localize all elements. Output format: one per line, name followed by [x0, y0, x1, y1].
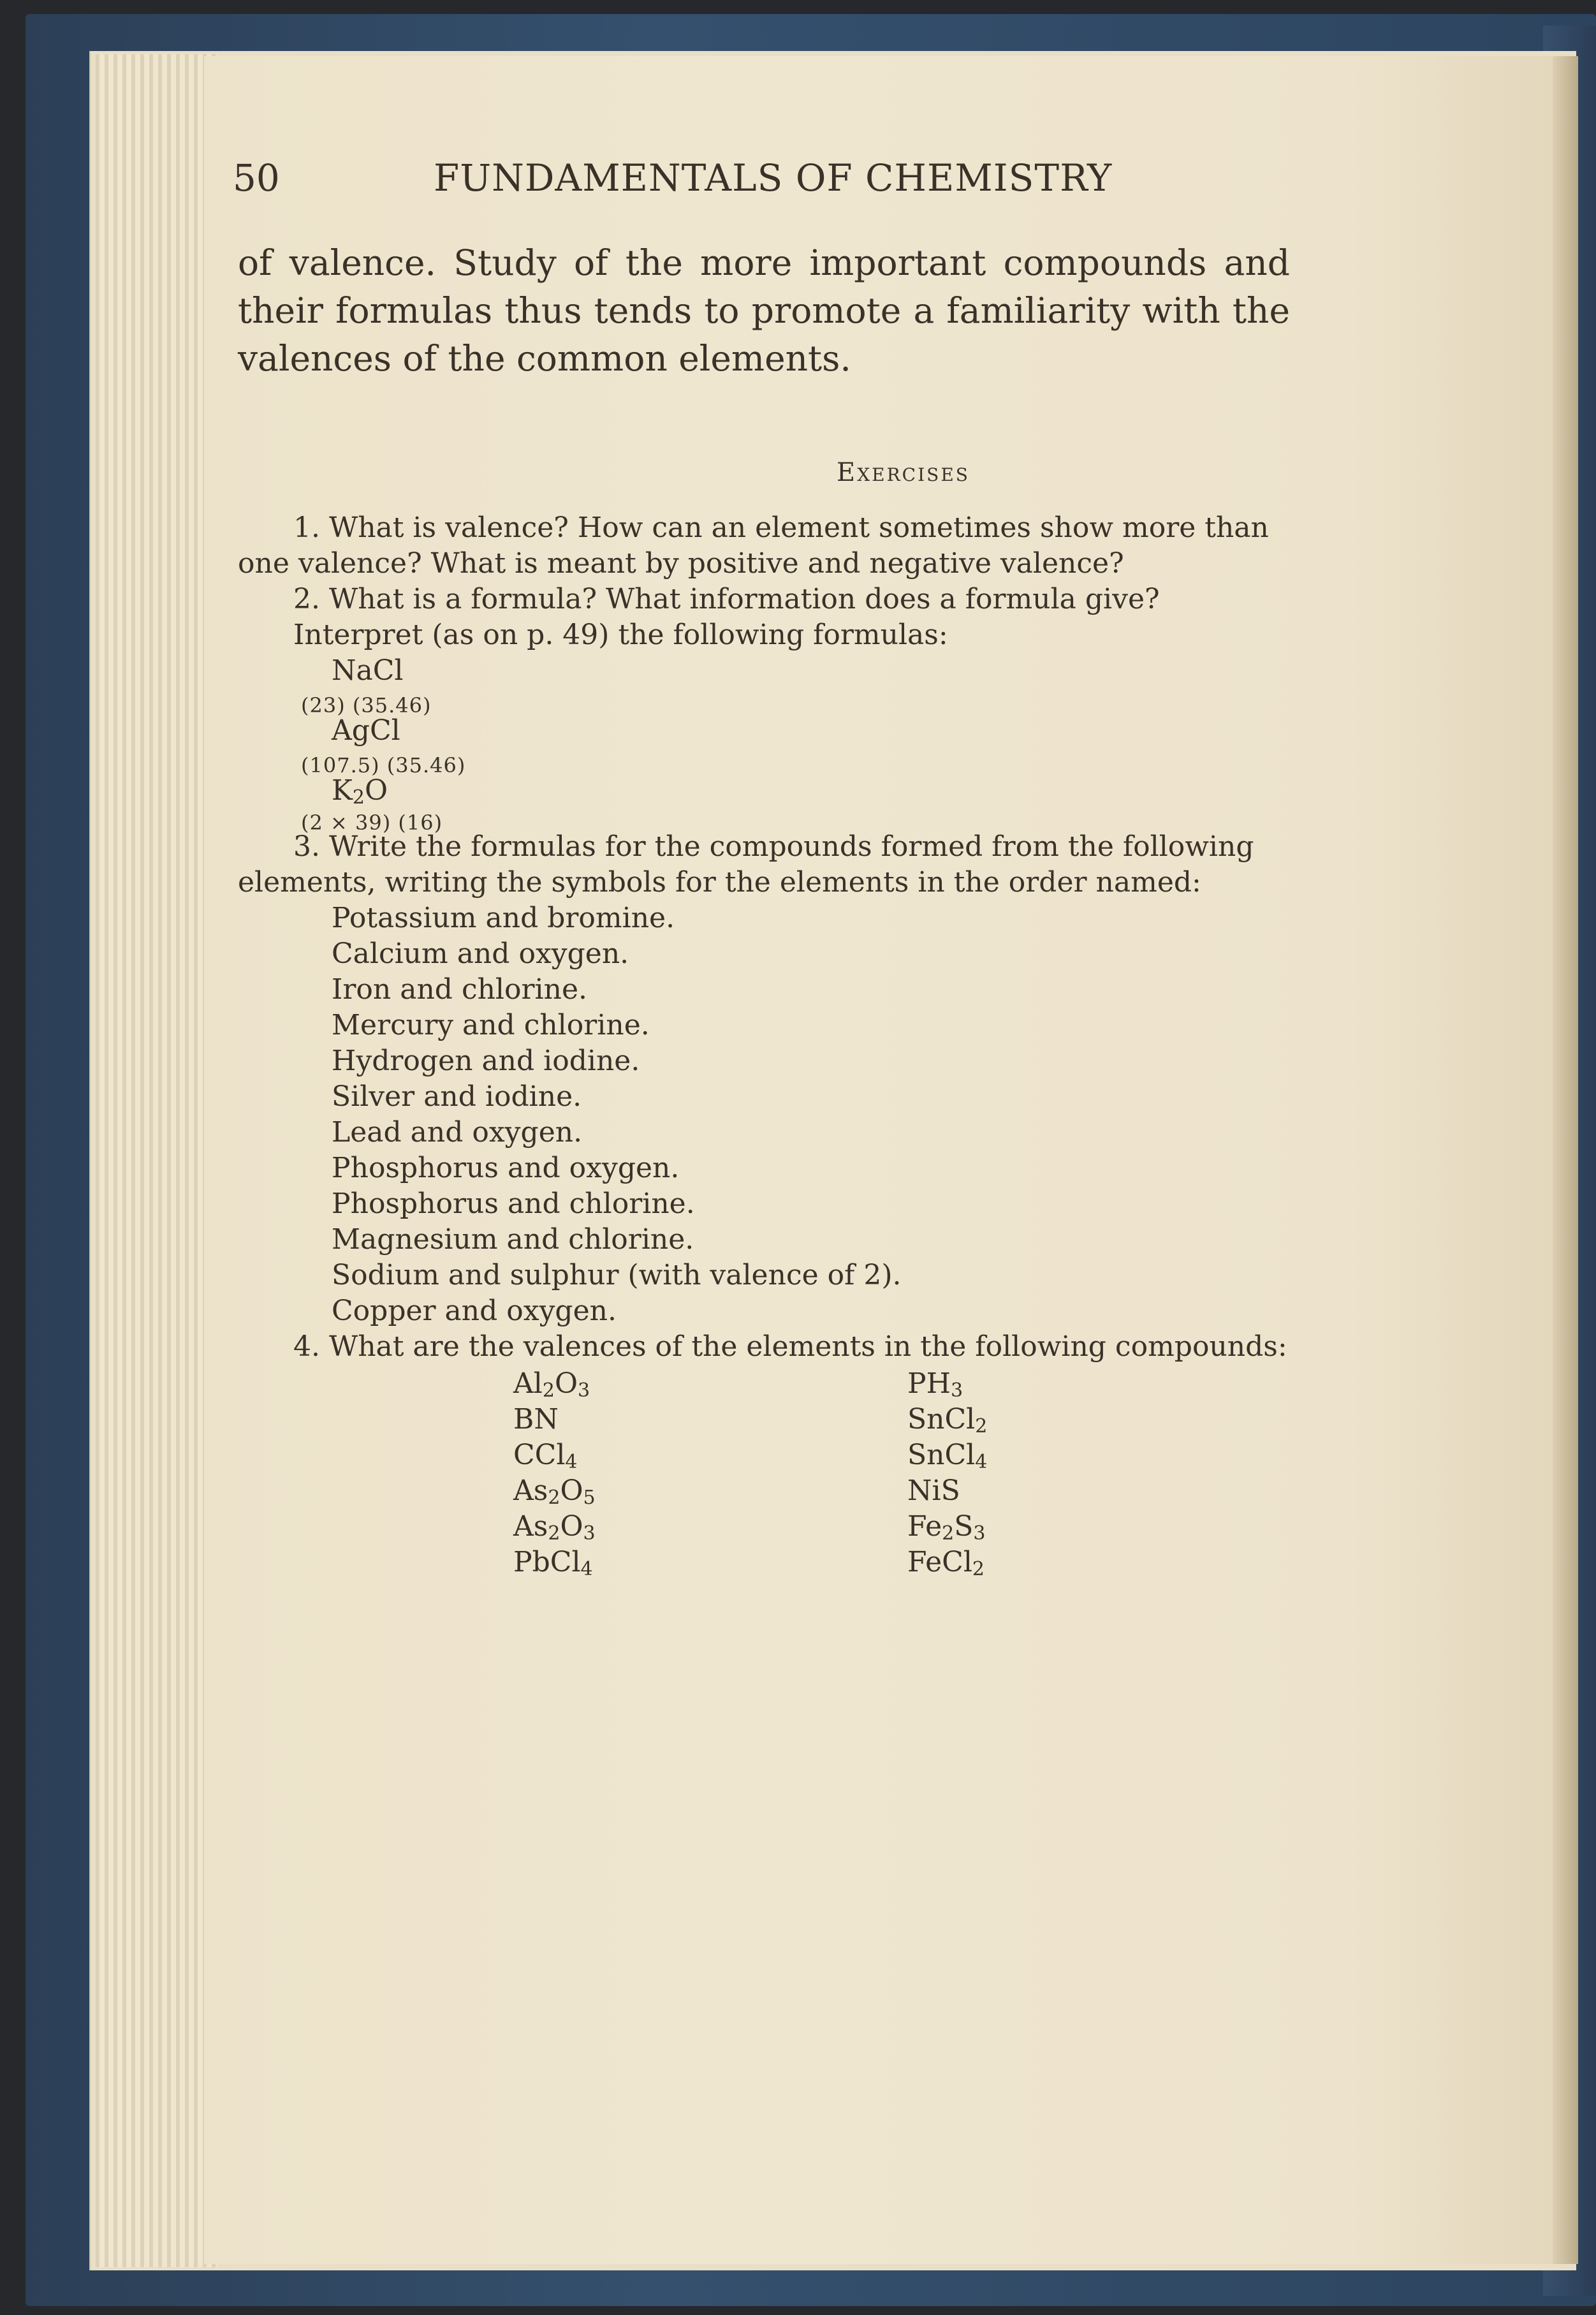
compound-formula: PbCl$_4$ [513, 1546, 593, 1580]
q3-line2: elements, writing the symbols for the elements in the order named: [238, 866, 1201, 899]
q3-item: Magnesium and chlorine. [332, 1223, 694, 1256]
masses-nacl: (23) (35.46) [301, 693, 432, 717]
compound-formula: SnCl$_2$ [907, 1403, 988, 1437]
q3-item: Sodium and sulphur (with valence of 2). [332, 1259, 902, 1291]
compound-formula: $As_2O_5$ [513, 1474, 596, 1509]
compound-formula: $PH_3$ [907, 1367, 963, 1402]
compound-formula: SnCl$_4$ [907, 1439, 988, 1473]
q3-item: Copper and oxygen. [332, 1295, 617, 1327]
q3-item: Silver and iodine. [332, 1080, 582, 1113]
q2-line1: 2. What is a formula? What information does a formula give? [293, 583, 1160, 615]
compound-formula: BN [513, 1403, 559, 1436]
q4-line1: 4. What are the valences of the elements in the following compounds: [293, 1330, 1287, 1363]
running-title: FUNDAMENTALS OF CHEMISTRY [434, 156, 1113, 200]
compound-formula: $As_2O_3$ [513, 1510, 596, 1545]
q3-item: Calcium and oxygen. [332, 937, 629, 970]
compound-formula: $Fe_2S_3$ [907, 1510, 986, 1545]
compound-formula: FeCl$_2$ [907, 1546, 985, 1580]
masses-agcl: (107.5) (35.46) [301, 753, 466, 777]
q2-line2: Interpret (as on p. 49) the following formulas: [293, 619, 948, 651]
q3-item: Phosphorus and chlorine. [332, 1187, 695, 1220]
compound-formula: $Al_2O_3$ [513, 1367, 590, 1402]
exercises-heading: Exercises [837, 458, 970, 487]
compound-formula: CCl$_4$ [513, 1439, 578, 1473]
formula-k2o: $K_2O$ [332, 774, 388, 809]
q3-item: Phosphorus and oxygen. [332, 1152, 680, 1184]
masses-k2o: (2 × 39) (16) [301, 811, 443, 835]
q1-text: 1. What is valence? How can an element sometimes show more than [293, 511, 1269, 544]
q3-item: Mercury and chlorine. [332, 1009, 650, 1041]
q3-item: Lead and oxygen. [332, 1116, 583, 1149]
formula-agcl: AgCl [332, 714, 400, 747]
q3-item: Hydrogen and iodine. [332, 1045, 640, 1077]
q1-line1 [293, 510, 1473, 546]
q3-item: Iron and chlorine. [332, 973, 587, 1006]
page-gutter [1553, 56, 1578, 2264]
q3-line1: 3. Write the formulas for the compounds formed from the following [293, 830, 1254, 863]
intro-paragraph: of valence. Study of the more important compounds and their formulas thus tends to promote a familiarity with the valences of the common elements. [238, 242, 1290, 379]
formula-nacl: NaCl [332, 654, 404, 687]
compound-formula: NiS [907, 1474, 960, 1507]
q3-item: Potassium and bromine. [332, 902, 675, 934]
q1-line2: one valence? What is meant by positive and negative valence? [238, 547, 1124, 580]
page-number: 50 [233, 156, 280, 200]
